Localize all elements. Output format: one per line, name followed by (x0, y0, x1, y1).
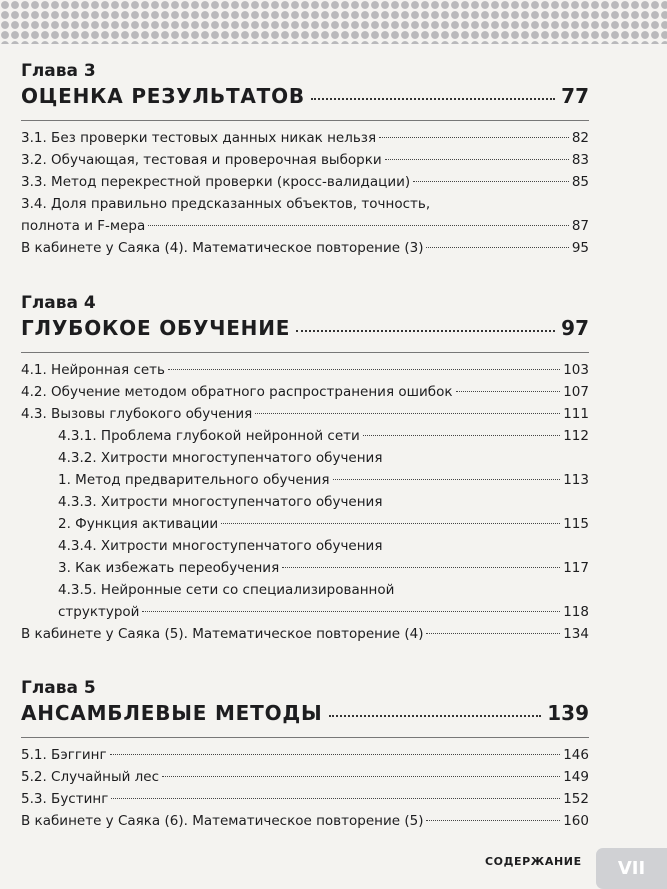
dot-leader (333, 479, 561, 480)
toc-entry-text: 5.3. Бустинг (21, 791, 109, 807)
toc-page-number: 117 (563, 560, 589, 576)
chapter-number: Глава 3 (21, 61, 96, 81)
toc-entry-line (58, 425, 589, 447)
toc-entry[interactable] (21, 237, 589, 259)
toc-entry-text: 3.4. Доля правильно предсказанных объектов, точность, (21, 196, 431, 212)
toc-subentry[interactable] (21, 425, 589, 447)
toc-page-number: 107 (563, 384, 589, 400)
toc-entry-line (21, 215, 589, 237)
toc-entry-text: 5.1. Бэггинг (21, 747, 107, 763)
dot-leader (111, 798, 560, 799)
footer-section-label: СОДЕРЖАНИЕ (485, 855, 582, 868)
toc-entry-line (58, 447, 589, 469)
chapter-title-row[interactable] (21, 701, 589, 735)
toc-page-number: 95 (571, 240, 589, 256)
chapter-title: ОЦЕНКА РЕЗУЛЬТАТОВ (21, 84, 305, 108)
toc-subentry[interactable] (21, 491, 589, 535)
toc-entry-text: 4.3.5. Нейронные сети со специализированной (58, 582, 395, 598)
toc-entry[interactable] (21, 403, 589, 425)
toc-entry-line (21, 127, 589, 149)
toc-entry-text: структурой (58, 604, 140, 620)
toc-entry[interactable] (21, 149, 589, 171)
toc-subentry[interactable] (21, 579, 589, 623)
toc-entry-text: 4.3. Вызовы глубокого обучения (21, 406, 253, 422)
toc-entry[interactable] (21, 193, 589, 237)
dot-leader (282, 567, 560, 568)
toc-page-number: 82 (571, 130, 589, 146)
toc-entry-line (21, 744, 589, 766)
toc-entry-line (21, 766, 589, 788)
toc-entry-line (21, 810, 589, 832)
toc-page-number: 149 (563, 769, 589, 785)
dot-leader (363, 435, 560, 436)
toc-entry-line (21, 381, 589, 403)
chapter-section (21, 292, 589, 645)
dot-leader (142, 611, 560, 612)
chapter-title: АНСАМБЛЕВЫЕ МЕТОДЫ (21, 701, 323, 725)
toc-entry-text: 4.3.2. Хитрости многоступенчатого обучения (58, 450, 383, 466)
toc-entry[interactable] (21, 744, 589, 766)
chapter-title-row[interactable] (21, 84, 589, 118)
toc-entry-text: 4.3.4. Хитрости многоступенчатого обучения (58, 538, 383, 554)
toc-page-number: 152 (563, 791, 589, 807)
chapter-page-number: 77 (561, 84, 589, 108)
toc-entry-text: 5.2. Случайный лес (21, 769, 160, 785)
chapter-number: Глава 5 (21, 678, 96, 698)
toc-page-number: 83 (571, 152, 589, 168)
toc-entry-line (58, 579, 589, 601)
toc-entry-text: 4.2. Обучение методом обратного распространения ошибок (21, 384, 453, 400)
toc-subentry[interactable] (21, 447, 589, 491)
page-number-tab (596, 848, 667, 889)
toc-entry-line (58, 535, 589, 557)
toc-entry-text: 4.3.1. Проблема глубокой нейронной сети (58, 428, 360, 444)
chapter-divider (21, 120, 589, 121)
toc-entry-text: В кабинете у Саяка (5). Математическое повторение (4) (21, 626, 424, 642)
toc-entry[interactable] (21, 788, 589, 810)
dot-leader (296, 330, 555, 332)
chapter-page-number: 97 (561, 316, 589, 340)
chapter-section (21, 677, 589, 832)
dot-leader (426, 247, 568, 248)
dot-leader (413, 181, 569, 182)
toc-entry-line (58, 469, 589, 491)
toc-entry-text: 3.2. Обучающая, тестовая и проверочная выборки (21, 152, 382, 168)
table-of-contents (21, 60, 589, 832)
dot-leader (456, 391, 561, 392)
toc-entry[interactable] (21, 171, 589, 193)
dot-leader (311, 98, 555, 100)
toc-entry-line (21, 359, 589, 381)
toc-entry-line (21, 623, 589, 645)
toc-page-number: 85 (571, 174, 589, 190)
page-number: VII (617, 858, 646, 879)
toc-page-number: 115 (563, 516, 589, 532)
toc-page-number: 103 (563, 362, 589, 378)
dot-leader (426, 633, 560, 634)
toc-entry[interactable] (21, 127, 589, 149)
dot-leader (110, 754, 561, 755)
toc-entry-text: 3. Как избежать переобучения (58, 560, 280, 576)
toc-entry-line (58, 513, 589, 535)
toc-entry-line (21, 149, 589, 171)
dot-leader (255, 413, 560, 414)
chapter-divider (21, 352, 589, 353)
toc-entry-text: 1. Метод предварительного обучения (58, 472, 330, 488)
toc-page-number: 118 (563, 604, 589, 620)
toc-entry-line (21, 171, 589, 193)
chapter-section (21, 60, 589, 259)
toc-entry-line (21, 788, 589, 810)
chapter-divider (21, 737, 589, 738)
toc-page-number: 111 (563, 406, 589, 422)
toc-page-number: 146 (563, 747, 589, 763)
dot-leader (221, 523, 560, 524)
dot-leader (148, 225, 569, 226)
toc-entry[interactable] (21, 810, 589, 832)
toc-entry[interactable] (21, 623, 589, 645)
toc-page-number: 134 (563, 626, 589, 642)
toc-page-number: 160 (563, 813, 589, 829)
toc-entry-line (21, 193, 589, 215)
toc-entry-text: В кабинете у Саяка (6). Математическое повторение (5) (21, 813, 424, 829)
chapter-title: ГЛУБОКОЕ ОБУЧЕНИЕ (21, 316, 291, 340)
chapter-number: Глава 4 (21, 293, 96, 313)
toc-entry-line (21, 237, 589, 259)
toc-entry[interactable] (21, 359, 589, 381)
dot-leader (329, 715, 542, 717)
dotted-header-pattern (0, 0, 667, 44)
toc-entry-text: 3.3. Метод перекрестной проверки (кросс-валидации) (21, 174, 411, 190)
toc-entry-text: В кабинете у Саяка (4). Математическое повторение (3) (21, 240, 424, 256)
dot-leader (168, 369, 560, 370)
toc-entry-line (58, 491, 589, 513)
dot-leader (385, 159, 569, 160)
toc-entry-line (21, 403, 589, 425)
toc-entry-line (58, 557, 589, 579)
toc-entry[interactable] (21, 381, 589, 403)
toc-entry-text: 3.1. Без проверки тестовых данных никак нельзя (21, 130, 377, 146)
toc-page-number: 112 (563, 428, 589, 444)
dot-leader (162, 776, 560, 777)
dot-leader (379, 137, 569, 138)
toc-entry[interactable] (21, 766, 589, 788)
toc-subentry[interactable] (21, 535, 589, 579)
toc-entry-text: 4.3.3. Хитрости многоступенчатого обучения (58, 494, 383, 510)
dot-leader (426, 820, 560, 821)
chapter-page-number: 139 (547, 701, 589, 725)
toc-entry-line (58, 601, 589, 623)
chapter-title-row[interactable] (21, 316, 589, 350)
toc-page-number: 87 (571, 218, 589, 234)
toc-entry-text: 2. Функция активации (58, 516, 219, 532)
toc-entry-text: 4.1. Нейронная сеть (21, 362, 165, 378)
toc-page-number: 113 (563, 472, 589, 488)
toc-entry-text: полнота и F-мера (21, 218, 146, 234)
